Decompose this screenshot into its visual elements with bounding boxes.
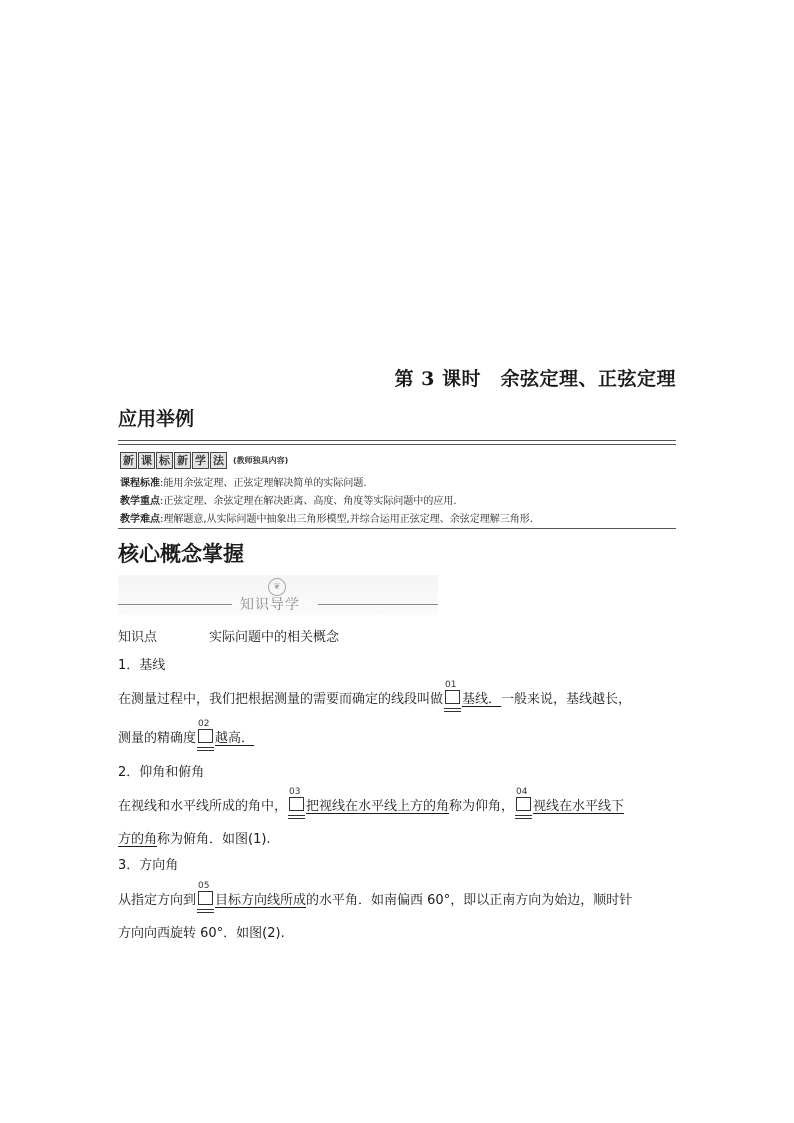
blank-number: 03 <box>289 787 301 797</box>
text: 称为俯角．如图(1). <box>157 832 271 847</box>
paragraph-line: 方向向西旋转 60°．如图(2). <box>118 926 285 941</box>
answer-blank-03 <box>289 787 304 814</box>
banner-char: 标 <box>156 452 173 469</box>
answer-blank-05 <box>198 881 213 908</box>
key-label: 教学重点 <box>120 496 160 507</box>
answer-blank-04 <box>516 787 531 814</box>
answer-text: 基线． <box>462 692 502 707</box>
blank-number: 04 <box>516 787 528 797</box>
knowledge-point <box>118 626 339 645</box>
text: 一般来说，基线越长， <box>501 692 632 707</box>
item-heading-direction: 3．方向角 <box>118 858 179 873</box>
leaf-icon: ❦ <box>268 578 286 596</box>
answer-text: 把视线在水平线上方的角 <box>306 799 450 814</box>
teaching-difficulty <box>120 510 533 525</box>
answer-text: 视线在水平线下 <box>533 799 625 814</box>
paragraph-line <box>118 881 633 908</box>
standards-divider <box>118 528 676 529</box>
item-heading-baseline: 1．基线 <box>118 658 166 673</box>
answer-blank-01 <box>445 680 460 707</box>
item-heading-elevation: 2．仰角和俯角 <box>118 765 205 780</box>
blank-number: 02 <box>198 719 210 729</box>
teaching-key-point <box>120 492 457 507</box>
knowledge-point-label: 知识点 <box>118 630 158 645</box>
banner-char: 课 <box>138 452 155 469</box>
text: 称为仰角， <box>449 799 515 814</box>
text: 从指定方向到 <box>118 893 197 908</box>
difficult-label: 教学难点 <box>120 514 160 525</box>
curriculum-standard <box>120 474 367 489</box>
text: 的水平角．如南偏西 60°，即以正南方向为始边，顺时针 <box>306 893 633 908</box>
answer-text: 方的角 <box>118 832 158 847</box>
lesson-title-line1: 第 3 课时 余弦定理、正弦定理 <box>394 368 676 390</box>
knowledge-point-name: 实际问题中的相关概念 <box>209 630 340 645</box>
banner-note: (教师独具内容) <box>233 456 289 465</box>
answer-blank-02 <box>198 719 213 746</box>
guide-line-right <box>318 604 438 605</box>
blank-number: 01 <box>445 680 457 690</box>
banner-char: 新 <box>174 452 191 469</box>
curriculum-text: :能用余弦定理、正弦定理解决简单的实际问题. <box>160 478 367 489</box>
banner-char: 新 <box>120 452 137 469</box>
text: 在视线和水平线所成的角中， <box>118 799 288 814</box>
text: 测量的精确度 <box>118 731 197 746</box>
paragraph-line <box>118 787 625 814</box>
curriculum-label: 课程标准 <box>120 478 160 489</box>
answer-text: 越高． <box>215 731 255 746</box>
text: 在测量过程中，我们把根据测量的需要而确定的线段叫做 <box>118 692 444 707</box>
difficult-text: :理解题意,从实际问题中抽象出三角形模型,并综合运用正弦定理、余弦定理解三角形. <box>160 514 533 525</box>
paragraph-line <box>118 680 632 707</box>
lesson-title-line2: 应用举例 <box>118 408 195 430</box>
guide-line-left <box>118 604 232 605</box>
banner-char: 法 <box>210 452 227 469</box>
standards-banner <box>120 452 288 469</box>
answer-text: 目标方向线所成 <box>215 893 307 908</box>
section-title: 核心概念掌握 <box>118 541 244 566</box>
blank-number: 05 <box>198 881 210 891</box>
banner-char: 学 <box>192 452 209 469</box>
guide-title: 知识导学 <box>240 597 300 613</box>
title-divider <box>118 440 676 445</box>
paragraph-line <box>118 828 271 847</box>
paragraph-line <box>118 719 255 746</box>
key-text: :正弦定理、余弦定理在解决距离、高度、角度等实际问题中的应用. <box>160 496 457 507</box>
